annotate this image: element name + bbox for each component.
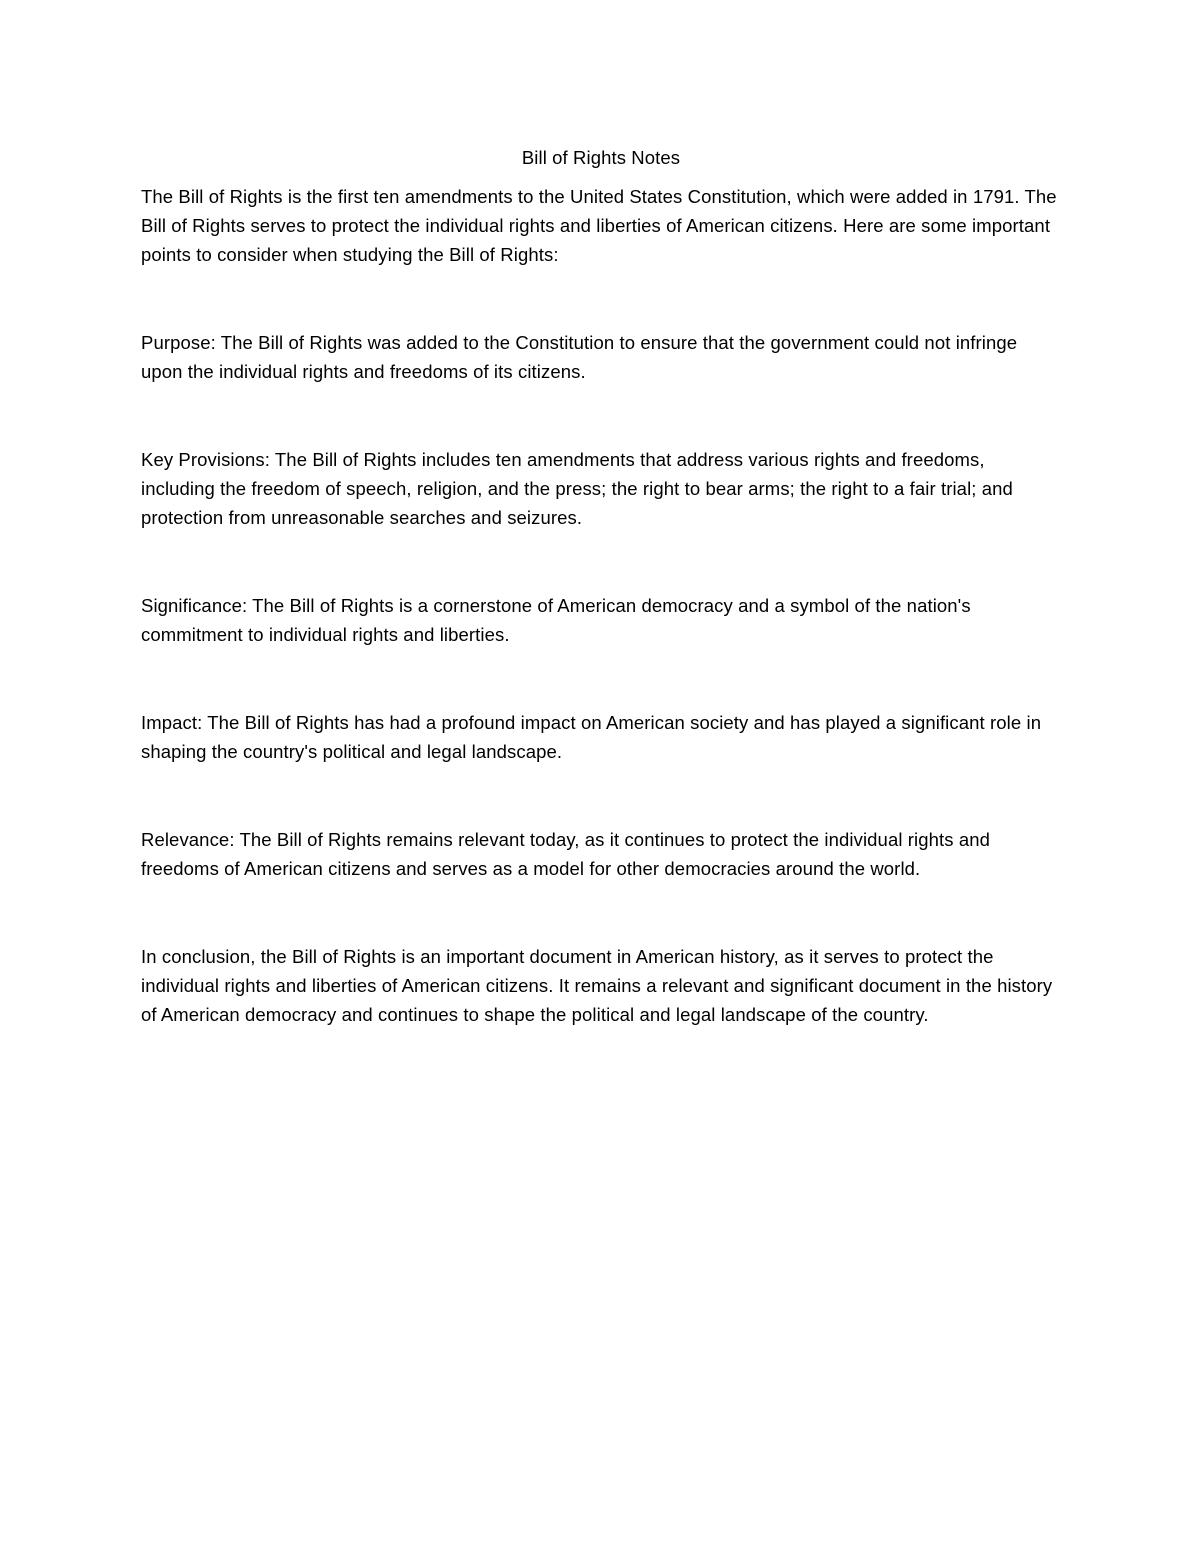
document-body — [141, 143, 1061, 1029]
conclusion-paragraph: In conclusion, the Bill of Rights is an important document in American history, as it serves to protect the individual rights and liberties of American citizens. It remains a relevant and significant document in the history of American democracy and continues to shape the political and legal landscape of the country. — [141, 946, 1053, 1025]
key-provisions-paragraph: Key Provisions: The Bill of Rights includes ten amendments that address various rights and freedoms, including the freedom of speech, religion, and the press; the right to bear arms; the right to a fair trial; and protection from unreasonable searches and seizures. — [141, 449, 1013, 528]
purpose-paragraph: Purpose: The Bill of Rights was added to the Constitution to ensure that the government could not infringe upon the individual rights and freedoms of its citizens. — [141, 332, 1018, 382]
relevance-paragraph: Relevance: The Bill of Rights remains relevant today, as it continues to protect the individual rights and freedoms of American citizens and serves as a model for other democracies around the world. — [141, 829, 991, 879]
intro-paragraph: The Bill of Rights is the first ten amendments to the United States Constitution, which were added in 1791. The Bill of Rights serves to protect the individual rights and liberties of American citizens. Here are some important points to consider when studying the Bill of Rights: — [141, 186, 1057, 265]
document-title: Bill of Rights Notes — [521, 147, 681, 168]
significance-paragraph: Significance: The Bill of Rights is a cornerstone of American democracy and a symbol of the nation's commitment to individual rights and liberties. — [141, 595, 971, 645]
impact-paragraph: Impact: The Bill of Rights has had a profound impact on American society and has played a significant role in shaping the country's political and legal landscape. — [141, 712, 1042, 762]
